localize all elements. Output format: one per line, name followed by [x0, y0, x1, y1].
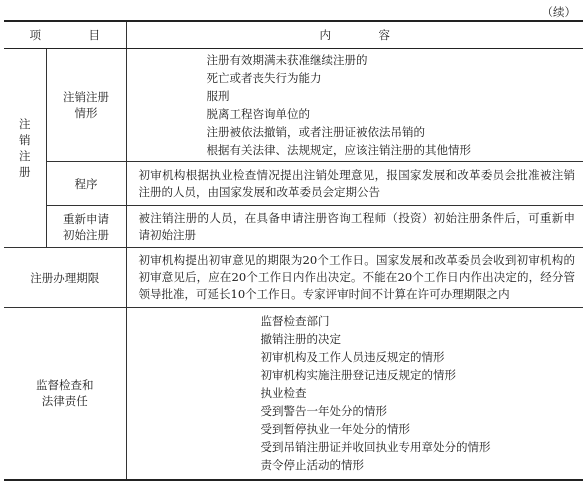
table-row: [4, 308, 583, 480]
group-label-cancel: [4, 49, 46, 248]
list-item: 初审机构及工作人员违反规定的情形: [260, 350, 445, 365]
list-item: 死亡或者丧失行为能力: [206, 71, 322, 85]
row-label-procedure: 程序: [46, 162, 126, 206]
registration-table: [4, 20, 583, 481]
list-item: 执业检查: [260, 386, 307, 401]
header-content: 内 容: [126, 21, 583, 49]
row-label-line: 初始注册: [63, 227, 109, 242]
list-item: 脱离工程咨询单位的: [206, 107, 310, 121]
row-label-cancel-cases: [46, 49, 126, 162]
list-item: 受到警告一年处分的情形: [260, 404, 387, 419]
list-item: 责令停止活动的情形: [260, 458, 364, 473]
period-text: [126, 248, 583, 308]
reapply-text: [126, 206, 583, 248]
table-header-row: [4, 21, 583, 49]
list-item: 监督检查部门: [260, 314, 330, 329]
row-label-line: 注销注册: [63, 90, 109, 104]
group-label-char: 注: [19, 117, 31, 131]
row-label-supervision: [4, 308, 126, 480]
row-label-period: 注册办理期限: [4, 248, 126, 308]
list-item: 服刑: [206, 89, 230, 103]
list-item: 注册被依法撤销，或者注册证被依法吊销的: [206, 125, 425, 139]
table-row: [4, 49, 583, 162]
cancel-cases-list: [126, 49, 583, 162]
procedure-text: [126, 162, 583, 206]
list-item: 受到暂停执业一年处分的情形: [260, 422, 410, 437]
list-item: 受到吊销注册证并收回执业专用章处分的情形: [260, 440, 491, 455]
row-label-reapply: [46, 206, 126, 248]
continued-note: （续）: [541, 5, 576, 19]
row-label-line: 监督检查和: [36, 378, 94, 393]
header-item: 项 目: [4, 21, 126, 49]
list-item: 撤销注册的决定: [260, 332, 341, 347]
group-label-char: 册: [19, 165, 31, 179]
paragraph: 被注销注册的人员，在具备申请注册咨询工程师（投资）初始注册条件后，可重新申请初始注册: [138, 210, 575, 242]
paragraph: 初审机构根据执业检查情况提出注销处理意见，报国家发展和改革委员会批准被注销注册的人员，由国家发展和改革委员会定期公告: [138, 167, 575, 199]
table-row: [4, 206, 583, 248]
row-label-line: 情形: [74, 106, 98, 120]
table-row: [4, 248, 583, 308]
group-label-char: 注: [19, 149, 31, 163]
paragraph: 初审机构提出初审意见的期限为20个工作日。国家发展和改革委员会收到初审机构的初审意见后，应在20个工作日内作出决定。不能在20个工作日内作出决定的，经分管领导批准，可延长10个工作日。专家评审时间不计算在许可办理期限之内: [138, 253, 575, 301]
row-label-line: 法律责任: [41, 394, 88, 409]
list-item: 根据有关法律、法规规定，应该注销注册的其他情形: [206, 143, 471, 157]
supervision-list: [126, 308, 583, 480]
group-label-char: 销: [19, 133, 31, 147]
list-item: 初审机构实施注册登记违反规定的情形: [260, 368, 456, 383]
list-item: 注册有效期满未获准继续注册的: [206, 53, 368, 67]
row-label-line: 重新申请: [63, 211, 109, 226]
table-row: [4, 162, 583, 206]
